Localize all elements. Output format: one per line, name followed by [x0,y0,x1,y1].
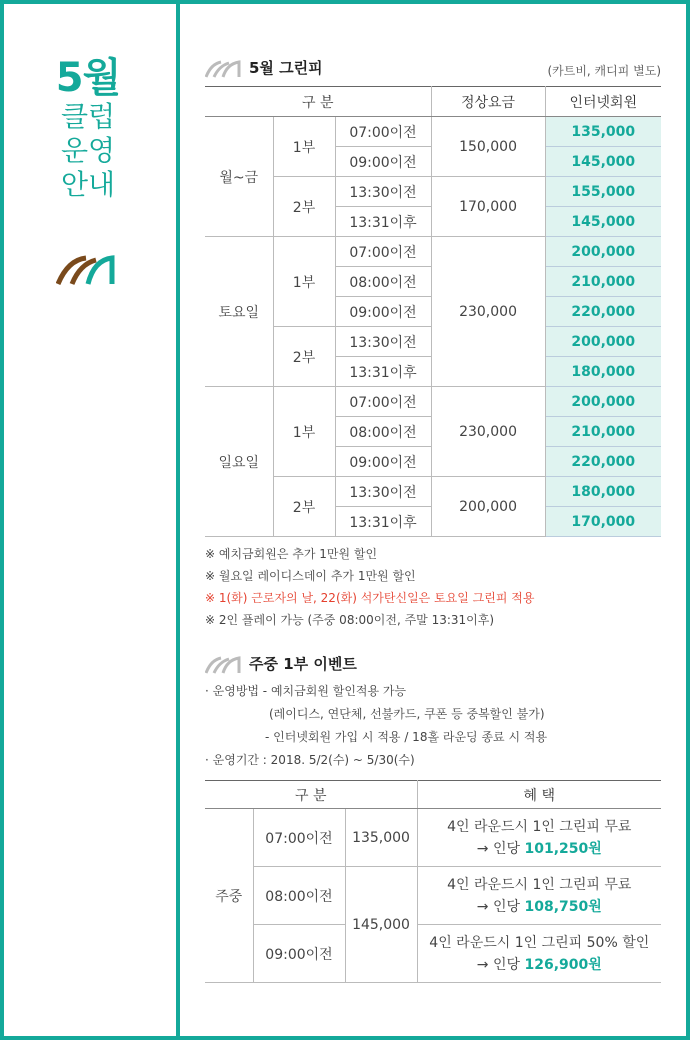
regular-price: 230,000 [431,237,545,387]
time-cell: 13:30이전 [335,477,431,507]
day-weekday: 주중 [205,809,253,983]
member-price: 145,000 [545,207,661,237]
table-header-row [205,781,661,809]
table-row [205,925,661,983]
table-row [205,387,661,417]
table-row [205,237,661,267]
time-cell: 08:00이전 [253,867,345,925]
regular-price: 150,000 [431,117,545,177]
table-row [205,117,661,147]
note-item: ※ 2인 플레이 가능 (주중 08:00이전, 주말 13:31이후) [205,613,495,627]
time-cell: 07:00이전 [335,237,431,267]
note-item: ※ 월요일 레이디스데이 추가 1만원 할인 [205,569,416,583]
table-row [205,809,661,867]
event-table [205,780,661,983]
time-cell: 13:30이전 [335,327,431,357]
time-cell: 09:00이전 [335,447,431,477]
part-label: 2부 [273,327,335,387]
member-price: 210,000 [545,267,661,297]
member-price: 220,000 [545,447,661,477]
member-price: 155,000 [545,177,661,207]
sidebar-line-2: 운영 [60,134,116,167]
per-price: 108,750원 [524,898,602,915]
section-logo-icon [205,656,241,678]
sidebar-month: 5월 [55,55,121,101]
day-saturday: 토요일 [205,237,273,387]
member-price: 210,000 [545,417,661,447]
benefit-text: 4인 라운드시 1인 그린피 무료 [447,818,632,835]
event-line: · 운영기간 : 2018. 5/2(수) ~ 5/30(수) [205,753,415,767]
greenfee-title: 5월 그린피 [249,59,323,77]
part-label: 1부 [273,237,335,327]
member-price: 170,000 [545,507,661,537]
event-line: - 인터넷회원 가입 시 적용 / 18홀 라운딩 종료 시 적용 [265,730,548,744]
day-weekday: 월~금 [205,117,273,237]
member-price: 145,000 [545,147,661,177]
time-cell: 13:30이전 [335,177,431,207]
per-person [418,838,662,860]
benefit-cell [417,867,661,925]
greenfee-table [205,86,661,537]
sidebar-line-1: 클럽 [60,100,116,133]
part-label: 2부 [273,177,335,237]
part-label: 1부 [273,117,335,177]
member-price: 200,000 [545,237,661,267]
part-label: 2부 [273,477,335,537]
sidebar [0,0,180,1040]
brand-logo-icon [56,254,116,290]
benefit-text: 4인 라운드시 1인 그린피 50% 할인 [429,934,650,951]
time-cell: 09:00이전 [253,925,345,983]
per-price: 101,250원 [524,840,602,857]
member-price: 180,000 [545,357,661,387]
time-cell: 13:31이후 [335,507,431,537]
time-cell: 08:00이전 [335,267,431,297]
regular-price: 170,000 [431,177,545,237]
table-row [205,177,661,207]
header-category: 구 분 [205,781,417,809]
time-cell: 07:00이전 [253,809,345,867]
event-line: · 운영방법 - 예치금회원 할인적용 가능 [205,684,407,698]
time-cell: 09:00이전 [335,297,431,327]
price-cell: 135,000 [345,809,417,867]
per-price: 126,900원 [524,956,602,973]
per-label: → 인당 [476,840,525,857]
header-regular: 정상요금 [431,87,545,117]
table-row [205,867,661,925]
header-benefit: 혜 택 [417,781,661,809]
note-item: ※ 예치금회원은 추가 1만원 할인 [205,547,378,561]
notes-list [205,543,534,631]
sidebar-line-3: 안내 [60,168,116,201]
event-title: 주중 1부 이벤트 [249,655,357,673]
note-item-highlight: ※ 1(화) 근로자의 날, 22(화) 석가탄신일은 토요일 그린피 적용 [205,591,535,605]
event-line: (레이디스, 연단체, 선불카드, 쿠폰 등 중복할인 불가) [269,707,545,721]
table-header-row [205,87,661,117]
benefit-text: 4인 라운드시 1인 그린피 무료 [447,876,632,893]
part-label: 1부 [273,387,335,477]
benefit-cell [417,809,661,867]
time-cell: 07:00이전 [335,117,431,147]
greenfee-header [205,58,661,82]
day-sunday: 일요일 [205,387,273,537]
event-header [205,654,661,678]
header-member: 인터넷회원 [545,87,661,117]
header-category: 구 분 [205,87,431,117]
time-cell: 13:31이후 [335,207,431,237]
section-logo-icon [205,60,241,82]
price-cell: 145,000 [345,867,417,983]
member-price: 200,000 [545,327,661,357]
event-details [205,680,547,772]
regular-price: 230,000 [431,387,545,477]
time-cell: 07:00이전 [335,387,431,417]
table-row [205,477,661,507]
per-label: → 인당 [476,898,525,915]
time-cell: 08:00이전 [335,417,431,447]
time-cell: 09:00이전 [335,147,431,177]
member-price: 220,000 [545,297,661,327]
greenfee-note: (카트비, 캐디피 별도) [547,64,661,78]
sidebar-title [0,56,176,202]
benefit-cell [417,925,661,983]
per-person [418,896,662,918]
time-cell: 13:31이후 [335,357,431,387]
member-price: 135,000 [545,117,661,147]
regular-price: 200,000 [431,477,545,537]
per-person [418,954,662,976]
per-label: → 인당 [476,956,525,973]
member-price: 200,000 [545,387,661,417]
member-price: 180,000 [545,477,661,507]
